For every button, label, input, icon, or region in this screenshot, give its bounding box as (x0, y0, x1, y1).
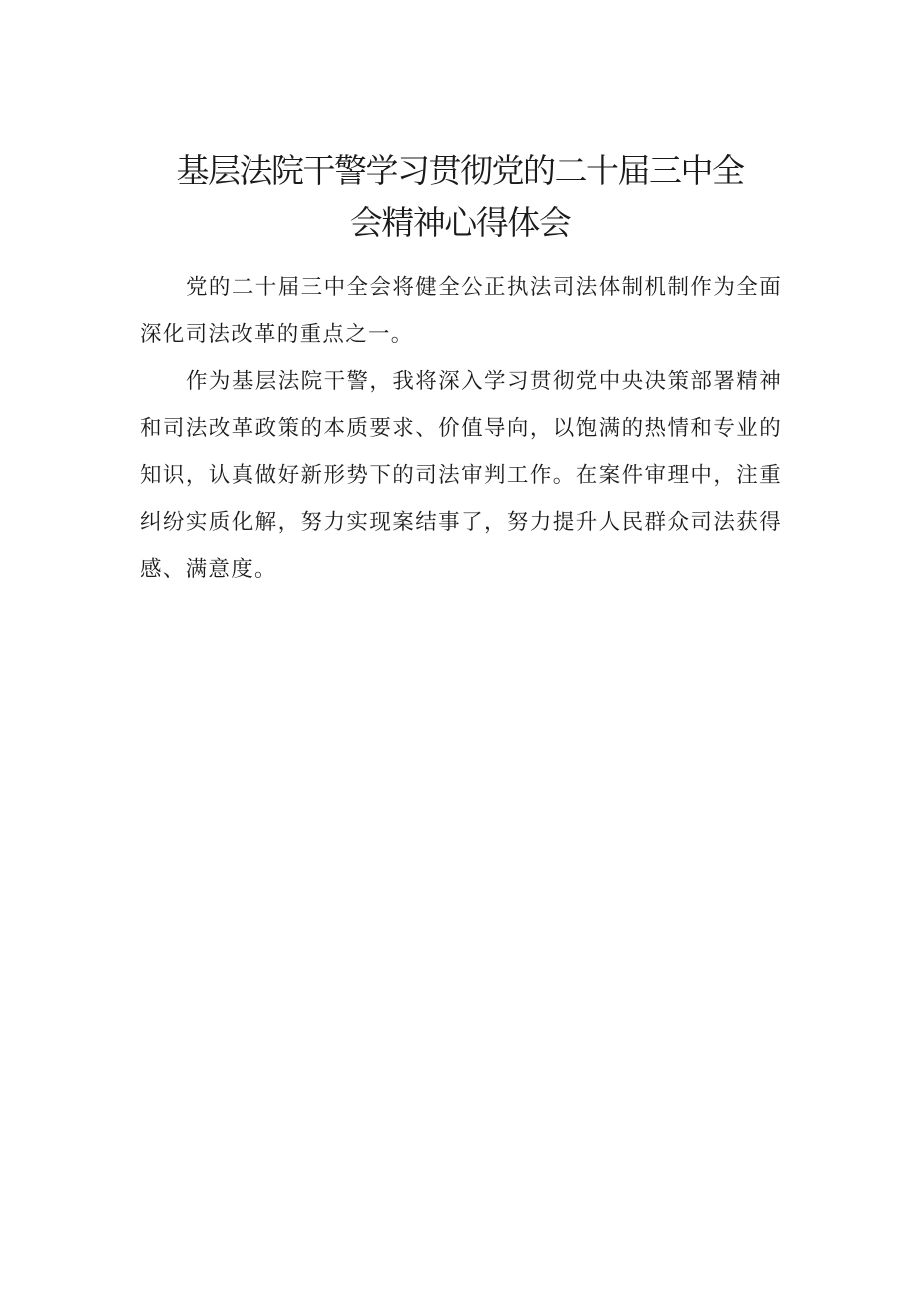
paragraph-1: 党的二十届三中全会将健全公正执法司法体制机制作为全面深化司法改革的重点之一。 (140, 275, 782, 347)
title-line-1: 基层法院干警学习贯彻党的二十届三中全 (176, 151, 744, 190)
document-title (100, 145, 820, 249)
document-body (140, 264, 782, 593)
title-line-2: 会精神心得体会 (349, 203, 571, 242)
paragraph-2: 作为基层法院干警，我将深入学习贯彻党中央决策部署精神和司法改革政策的本质要求、价值导向，以饱满的热情和专业的知识，认真做好新形势下的司法审判工作。在案件审理中，注重纠纷实质化解，努力实现案结事了，努力提升人民群众司法获得感、满意度。 (140, 369, 782, 582)
